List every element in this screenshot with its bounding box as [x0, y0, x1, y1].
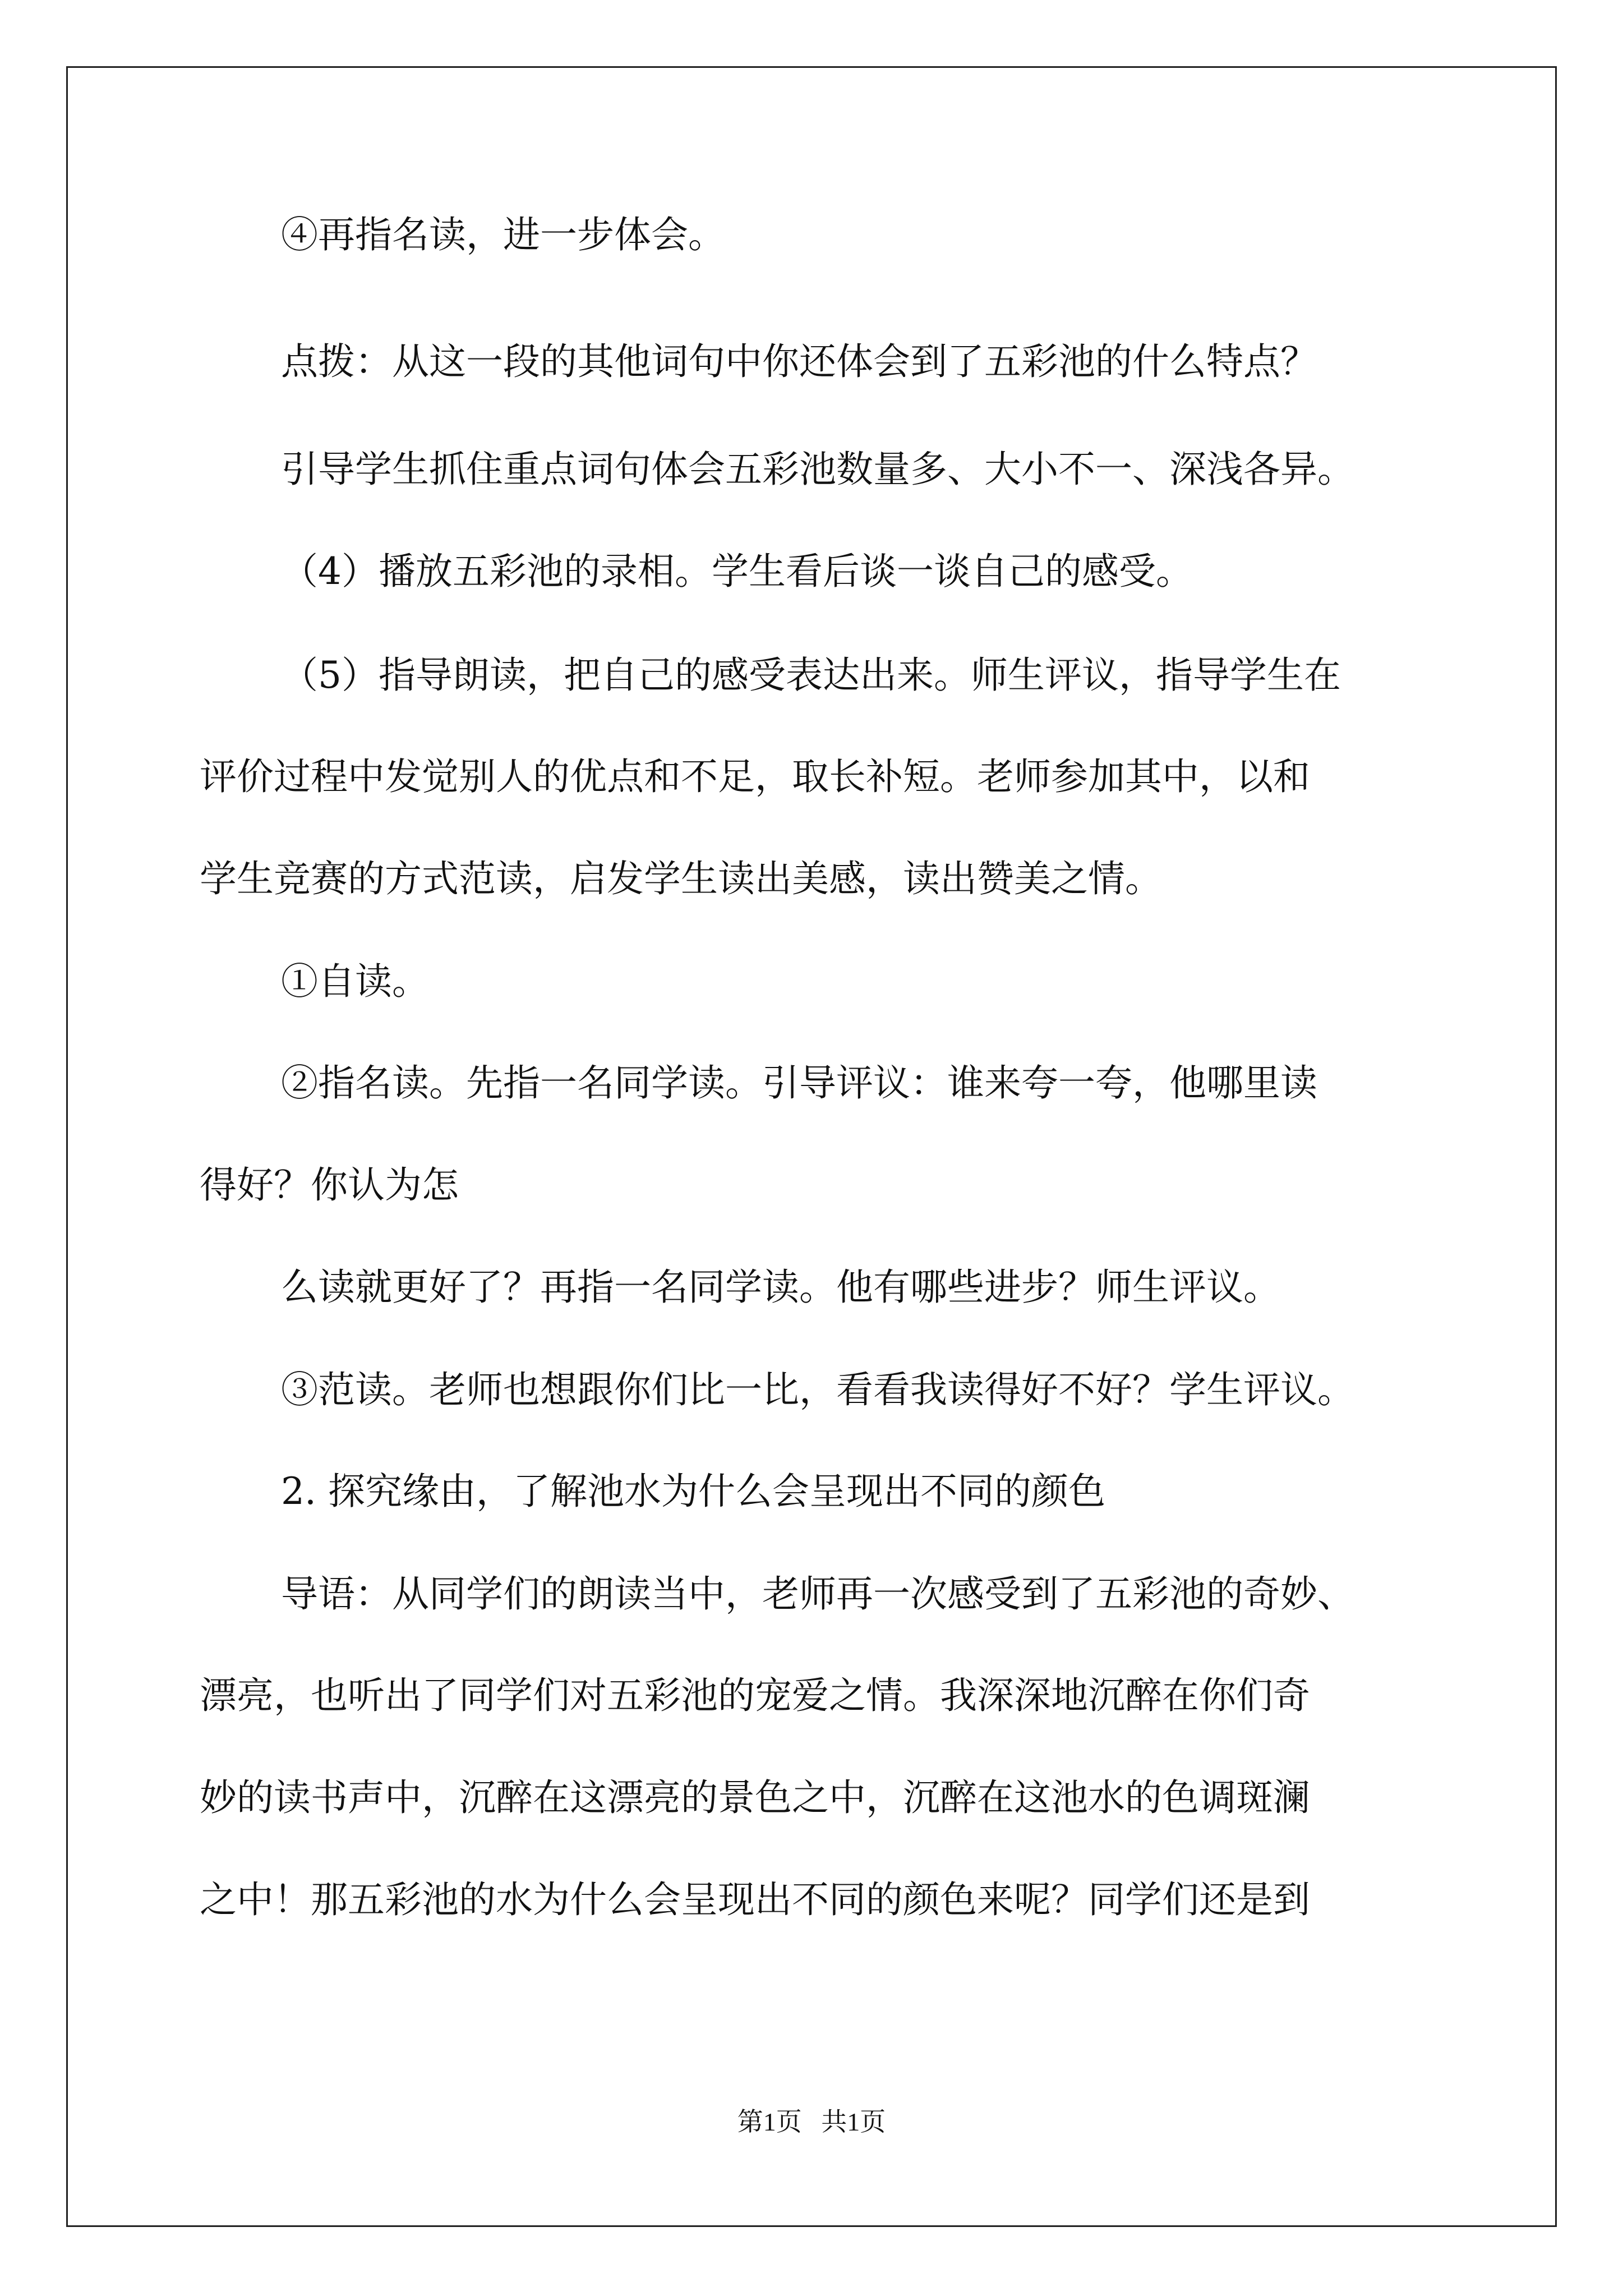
paragraph: ②指名读。先指一名同学读。引导评议：谁来夸一夸，他哪里读: [281, 1061, 1317, 1105]
paragraph: 妙的读书声中，沉醉在这漂亮的景色之中，沉醉在这池水的色调斑澜: [200, 1776, 1310, 1819]
section-heading: 2. 探究缘由，了解池水为什么会呈现出不同的颜色: [281, 1470, 1105, 1513]
paragraph: ④再指名读，进一步体会。: [281, 213, 725, 256]
paragraph: 导语：从同学们的朗读当中，老师再一次感受到了五彩池的奇妙、: [281, 1572, 1354, 1616]
paragraph: 评价过程中发觉别人的优点和不足，取长补短。老师参加其中，以和: [200, 755, 1310, 798]
paragraph: 之中！那五彩池的水为什么会呈现出不同的颜色来呢？同学们还是到: [200, 1878, 1310, 1921]
paragraph: 点拨：从这一段的其他词句中你还体会到了五彩池的什么特点？: [281, 340, 1317, 383]
paragraph: 么读就更好了？再指一名同学读。他有哪些进步？师生评议。: [281, 1266, 1280, 1309]
paragraph: 引导学生抓住重点词句体会五彩池数量多、大小不一、深浅各异。: [281, 448, 1354, 491]
paragraph: 学生竞赛的方式范读，启发学生读出美感，读出赞美之情。: [200, 857, 1162, 900]
paragraph: 得好？你认为怎: [200, 1163, 459, 1207]
paragraph: ③范读。老师也想跟你们比一比，看看我读得好不好？学生评议。: [281, 1368, 1354, 1411]
paragraph: （5）指导朗读，把自己的感受表达出来。师生评议，指导学生在: [281, 654, 1341, 697]
page-number-footer: 第1页 共1页: [737, 2108, 886, 2136]
paragraph: 漂亮，也听出了同学们对五彩池的宠爱之情。我深深地沉醉在你们奇: [200, 1674, 1310, 1717]
paragraph: ①自读。: [281, 960, 429, 1003]
paragraph: （4）播放五彩池的录相。学生看后谈一谈自己的感受。: [281, 550, 1193, 593]
